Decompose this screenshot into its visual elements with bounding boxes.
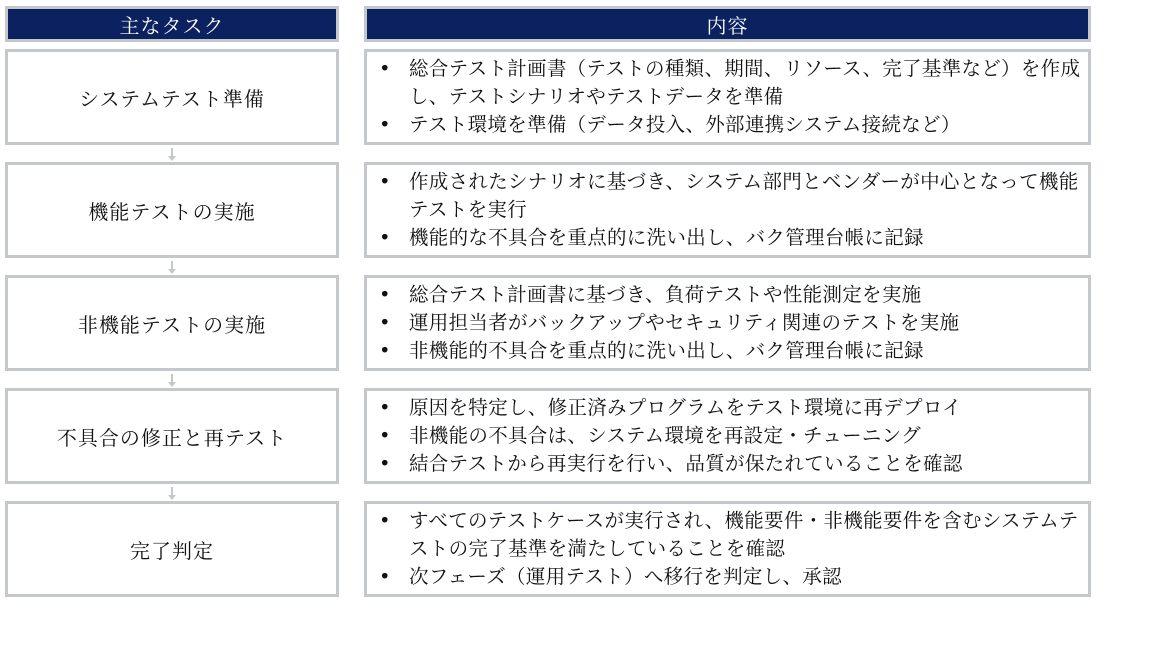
content-box-functional-test <box>364 162 1091 258</box>
bullet-item <box>377 563 1088 591</box>
content-box-system-test-prep <box>364 49 1091 145</box>
bullet-item <box>377 507 1088 563</box>
bullet-icon: • <box>379 113 391 136</box>
bullet-item <box>377 168 1088 224</box>
bullet-item <box>377 394 963 422</box>
task-box-bugfix-retest <box>5 388 339 484</box>
bullet-list <box>367 507 1088 591</box>
content-box-nonfunctional-test <box>364 275 1091 371</box>
bullet-icon: • <box>379 170 391 193</box>
bullet-icon: • <box>379 283 391 306</box>
down-arrow-icon <box>166 487 178 501</box>
bullet-list <box>367 168 1088 252</box>
header-task-column: 主なタスク <box>5 6 339 42</box>
bullet-text: 原因を特定し、修正済みプログラムをテスト環境に再デプロイ <box>409 396 962 419</box>
bullet-text: テスト環境を準備（データ投入、外部連携システム接続など） <box>409 113 961 136</box>
bullet-item <box>377 422 963 450</box>
task-label: 機能テストの実施 <box>88 199 256 224</box>
content-box-bugfix-retest <box>364 388 1091 484</box>
bullet-item <box>377 111 1088 139</box>
bullet-icon: • <box>379 452 391 475</box>
task-label: 非機能テストの実施 <box>77 312 267 337</box>
bullet-text: 次フェーズ（運用テスト）へ移行を判定し、承認 <box>409 565 842 588</box>
bullet-list <box>367 394 963 478</box>
bullet-icon: • <box>379 509 391 532</box>
bullet-item <box>377 309 959 337</box>
bullet-text: 作成されたシナリオに基づき、システム部門とベンダーが中心となって機能テストを実行 <box>409 170 1079 221</box>
bullet-text: 総合テスト計画書（テストの種類、期間、リソース、完了基準など）を作成し、テストシナリオやテストデータを準備 <box>409 57 1081 108</box>
header-content-column: 内容 <box>364 6 1091 42</box>
bullet-icon: • <box>379 424 391 447</box>
bullet-item <box>377 337 959 365</box>
down-arrow-icon <box>166 261 178 275</box>
bullet-text: 結合テストから再実行を行い、品質が保たれていることを確認 <box>409 452 963 475</box>
task-box-completion-judgment <box>5 501 339 597</box>
bullet-item <box>377 224 1088 252</box>
bullet-text: 運用担当者がバックアップやセキュリティ関連のテストを実施 <box>409 311 960 334</box>
down-arrow-icon <box>166 374 178 388</box>
task-box-nonfunctional-test <box>5 275 339 371</box>
bullet-text: 総合テスト計画書に基づき、負荷テストや性能測定を実施 <box>409 283 922 306</box>
bullet-text: 非機能的不具合を重点的に洗い出し、バク管理台帳に記録 <box>409 339 924 362</box>
bullet-icon: • <box>379 311 391 334</box>
bullet-icon: • <box>379 226 391 249</box>
down-arrow-icon <box>166 148 178 162</box>
task-label: 不具合の修正と再テスト <box>56 425 288 450</box>
content-box-completion-judgment <box>364 501 1091 597</box>
bullet-icon: • <box>379 57 391 80</box>
bullet-list <box>367 55 1088 139</box>
task-box-functional-test <box>5 162 339 258</box>
bullet-list <box>367 281 959 365</box>
bullet-icon: • <box>379 396 391 419</box>
bullet-item <box>377 55 1088 111</box>
bullet-icon: • <box>379 339 391 362</box>
task-label: システムテスト準備 <box>79 86 265 111</box>
bullet-text: すべてのテストケースが実行され、機能要件・非機能要件を含むシステムテストの完了基準を満たしていることを確認 <box>409 509 1079 560</box>
task-label: 完了判定 <box>130 538 214 563</box>
task-box-system-test-prep <box>5 49 339 145</box>
bullet-icon: • <box>379 565 391 588</box>
bullet-text: 機能的な不具合を重点的に洗い出し、バク管理台帳に記録 <box>409 226 924 249</box>
bullet-item <box>377 450 963 478</box>
bullet-text: 非機能の不具合は、システム環境を再設定・チューニング <box>409 424 921 447</box>
bullet-item <box>377 281 959 309</box>
